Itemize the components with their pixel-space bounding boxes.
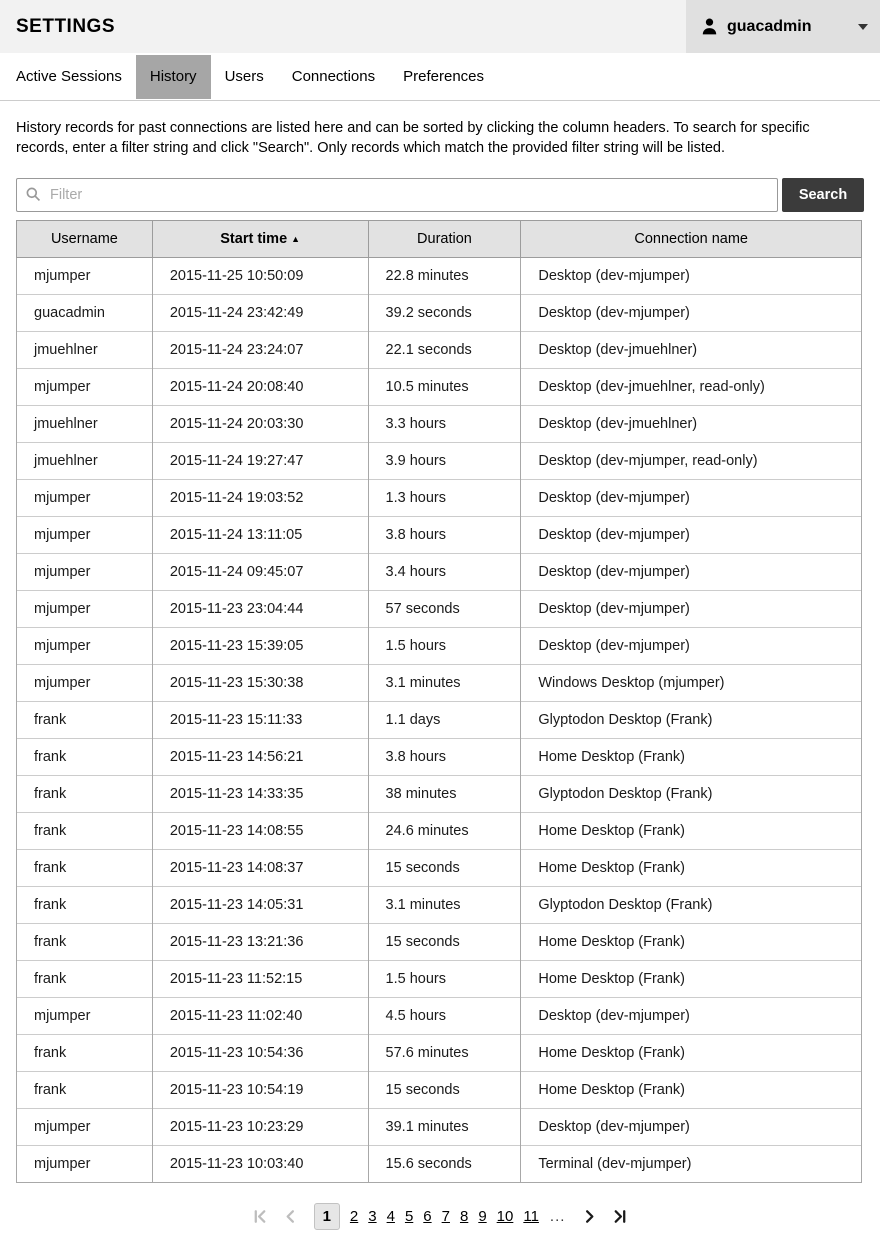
cell-username: mjumper xyxy=(17,627,153,664)
cell-username: guacadmin xyxy=(17,294,153,331)
table-row xyxy=(17,516,862,553)
cell-username: frank xyxy=(17,886,153,923)
page-number-link[interactable]: 4 xyxy=(386,1207,395,1225)
cell-duration: 1.3 hours xyxy=(368,479,521,516)
cell-duration: 15.6 seconds xyxy=(368,1145,521,1182)
table-row xyxy=(17,1071,862,1108)
cell-username: mjumper xyxy=(17,1108,153,1145)
cell-connection-name: Glyptodon Desktop (Frank) xyxy=(521,886,862,923)
first-page-button[interactable] xyxy=(249,1203,273,1229)
cell-duration: 10.5 minutes xyxy=(368,368,521,405)
cell-connection-name: Home Desktop (Frank) xyxy=(521,1034,862,1071)
cell-start-time: 2015-11-24 09:45:07 xyxy=(152,553,368,590)
cell-duration: 15 seconds xyxy=(368,849,521,886)
cell-connection-name: Desktop (dev-jmuehlner) xyxy=(521,405,862,442)
page-title: SETTINGS xyxy=(16,15,116,37)
cell-duration: 15 seconds xyxy=(368,1071,521,1108)
cell-username: mjumper xyxy=(17,368,153,405)
cell-username: jmuehlner xyxy=(17,331,153,368)
cell-connection-name: Desktop (dev-mjumper) xyxy=(521,627,862,664)
cell-duration: 39.1 minutes xyxy=(368,1108,521,1145)
cell-connection-name: Desktop (dev-mjumper) xyxy=(521,479,862,516)
cell-connection-name: Desktop (dev-mjumper) xyxy=(521,553,862,590)
table-row xyxy=(17,405,862,442)
cell-duration: 3.8 hours xyxy=(368,516,521,553)
cell-duration: 57.6 minutes xyxy=(368,1034,521,1071)
cell-start-time: 2015-11-23 23:04:44 xyxy=(152,590,368,627)
table-row xyxy=(17,775,862,812)
table-row xyxy=(17,479,862,516)
history-table-body xyxy=(17,257,862,1182)
tab-connections[interactable]: Connections xyxy=(291,68,376,85)
page-links xyxy=(309,1203,544,1230)
current-username: guacadmin xyxy=(727,17,812,35)
table-row xyxy=(17,627,862,664)
table-row xyxy=(17,923,862,960)
cell-username: frank xyxy=(17,701,153,738)
page-number-link[interactable]: 8 xyxy=(459,1207,469,1225)
cell-connection-name: Desktop (dev-mjumper) xyxy=(521,294,862,331)
cell-connection-name: Desktop (dev-mjumper) xyxy=(521,590,862,627)
tab-users[interactable]: Users xyxy=(224,68,264,85)
column-header-username[interactable]: Username xyxy=(17,220,153,257)
cell-username: mjumper xyxy=(17,257,153,294)
cell-duration: 3.1 minutes xyxy=(368,664,521,701)
page-number-link[interactable]: 3 xyxy=(368,1207,377,1225)
cell-start-time: 2015-11-24 23:42:49 xyxy=(152,294,368,331)
cell-start-time: 2015-11-23 10:54:19 xyxy=(152,1071,368,1108)
cell-connection-name: Windows Desktop (mjumper) xyxy=(521,664,862,701)
cell-start-time: 2015-11-23 10:03:40 xyxy=(152,1145,368,1182)
cell-connection-name: Home Desktop (Frank) xyxy=(521,849,862,886)
cell-start-time: 2015-11-23 15:11:33 xyxy=(152,701,368,738)
cell-connection-name: Desktop (dev-mjumper) xyxy=(521,997,862,1034)
cell-duration: 38 minutes xyxy=(368,775,521,812)
cell-username: mjumper xyxy=(17,664,153,701)
tab-history[interactable]: History xyxy=(136,55,211,99)
cell-username: frank xyxy=(17,960,153,997)
filter-field-wrap xyxy=(16,178,778,212)
page-number-link[interactable]: 9 xyxy=(478,1207,487,1225)
table-header-row xyxy=(17,220,862,257)
cell-duration: 22.8 minutes xyxy=(368,257,521,294)
cell-start-time: 2015-11-25 10:50:09 xyxy=(152,257,368,294)
table-row xyxy=(17,701,862,738)
cell-username: frank xyxy=(17,1071,153,1108)
user-icon xyxy=(700,17,719,36)
cell-duration: 1.1 days xyxy=(368,701,521,738)
previous-page-button[interactable] xyxy=(279,1203,303,1229)
cell-duration: 4.5 hours xyxy=(368,997,521,1034)
cell-username: mjumper xyxy=(17,997,153,1034)
app-header xyxy=(0,0,880,53)
tab-preferences[interactable]: Preferences xyxy=(403,68,484,85)
next-page-button[interactable] xyxy=(577,1203,601,1229)
last-page-button[interactable] xyxy=(607,1203,631,1229)
caret-down-icon xyxy=(858,24,868,30)
cell-connection-name: Desktop (dev-jmuehlner, read-only) xyxy=(521,368,862,405)
cell-start-time: 2015-11-24 20:08:40 xyxy=(152,368,368,405)
cell-username: mjumper xyxy=(17,479,153,516)
cell-username: mjumper xyxy=(17,1145,153,1182)
user-menu-dropdown[interactable] xyxy=(686,0,880,53)
table-row xyxy=(17,368,862,405)
table-row xyxy=(17,849,862,886)
cell-connection-name: Desktop (dev-mjumper) xyxy=(521,516,862,553)
current-page-indicator[interactable]: 1 xyxy=(314,1203,340,1230)
cell-duration: 57 seconds xyxy=(368,590,521,627)
cell-duration: 1.5 hours xyxy=(368,960,521,997)
cell-start-time: 2015-11-23 10:54:36 xyxy=(152,1034,368,1071)
cell-duration: 15 seconds xyxy=(368,923,521,960)
cell-duration: 22.1 seconds xyxy=(368,331,521,368)
page-number-link[interactable]: 6 xyxy=(423,1207,432,1225)
cell-username: jmuehlner xyxy=(17,405,153,442)
page-number-link[interactable]: 11 xyxy=(523,1207,539,1225)
table-row xyxy=(17,812,862,849)
column-header-start-time[interactable]: Start time ▲ xyxy=(152,220,368,257)
cell-start-time: 2015-11-23 10:23:29 xyxy=(152,1108,368,1145)
cell-start-time: 2015-11-23 14:56:21 xyxy=(152,738,368,775)
cell-connection-name: Desktop (dev-jmuehlner) xyxy=(521,331,862,368)
table-row xyxy=(17,997,862,1034)
tab-active-sessions[interactable]: Active Sessions xyxy=(16,68,122,85)
table-row xyxy=(17,590,862,627)
cell-connection-name: Home Desktop (Frank) xyxy=(521,960,862,997)
history-page xyxy=(0,118,880,1230)
cell-start-time: 2015-11-24 20:03:30 xyxy=(152,405,368,442)
table-row xyxy=(17,331,862,368)
page-number-link[interactable]: 7 xyxy=(441,1207,450,1225)
table-row xyxy=(17,553,862,590)
cell-start-time: 2015-11-24 19:27:47 xyxy=(152,442,368,479)
cell-username: frank xyxy=(17,775,153,812)
cell-connection-name: Home Desktop (Frank) xyxy=(521,1071,862,1108)
cell-duration: 3.4 hours xyxy=(368,553,521,590)
table-row xyxy=(17,1108,862,1145)
cell-start-time: 2015-11-23 13:21:36 xyxy=(152,923,368,960)
table-row xyxy=(17,1145,862,1182)
cell-start-time: 2015-11-23 14:08:55 xyxy=(152,812,368,849)
cell-username: mjumper xyxy=(17,553,153,590)
sort-ascending-icon: ▲ xyxy=(291,233,301,244)
cell-connection-name: Desktop (dev-mjumper) xyxy=(521,1108,862,1145)
cell-connection-name: Desktop (dev-mjumper) xyxy=(521,257,862,294)
cell-start-time: 2015-11-23 14:05:31 xyxy=(152,886,368,923)
table-row xyxy=(17,738,862,775)
cell-connection-name: Home Desktop (Frank) xyxy=(521,812,862,849)
cell-connection-name: Terminal (dev-mjumper) xyxy=(521,1145,862,1182)
filter-bar xyxy=(16,178,864,212)
cell-start-time: 2015-11-23 14:33:35 xyxy=(152,775,368,812)
cell-start-time: 2015-11-23 15:30:38 xyxy=(152,664,368,701)
cell-duration: 39.2 seconds xyxy=(368,294,521,331)
page-number-link[interactable]: 10 xyxy=(496,1207,514,1225)
cell-duration: 3.8 hours xyxy=(368,738,521,775)
cell-username: mjumper xyxy=(17,590,153,627)
table-row xyxy=(17,960,862,997)
column-header-duration[interactable]: Duration xyxy=(368,220,521,257)
column-header-connection-name[interactable]: Connection name xyxy=(521,220,862,257)
cell-duration: 3.1 minutes xyxy=(368,886,521,923)
search-button[interactable]: Search xyxy=(782,178,864,212)
history-table xyxy=(16,220,862,1183)
cell-start-time: 2015-11-24 23:24:07 xyxy=(152,331,368,368)
table-row xyxy=(17,1034,862,1071)
cell-connection-name: Glyptodon Desktop (Frank) xyxy=(521,701,862,738)
table-row xyxy=(17,442,862,479)
cell-start-time: 2015-11-23 11:02:40 xyxy=(152,997,368,1034)
pagination xyxy=(16,1203,864,1230)
cell-start-time: 2015-11-23 15:39:05 xyxy=(152,627,368,664)
cell-duration: 3.3 hours xyxy=(368,405,521,442)
cell-connection-name: Desktop (dev-mjumper, read-only) xyxy=(521,442,862,479)
cell-connection-name: Home Desktop (Frank) xyxy=(521,923,862,960)
cell-username: frank xyxy=(17,812,153,849)
table-row xyxy=(17,664,862,701)
history-description: History records for past connections are listed here and can be sorted by clicking the column headers. To search for specific records, enter a filter string and click "Search". Only records which match the provided filter string will be listed. xyxy=(16,120,810,157)
tab-bar xyxy=(0,53,880,101)
cell-connection-name: Home Desktop (Frank) xyxy=(521,738,862,775)
cell-username: frank xyxy=(17,923,153,960)
page-number-link[interactable]: 2 xyxy=(349,1207,359,1225)
table-row xyxy=(17,257,862,294)
cell-username: frank xyxy=(17,1034,153,1071)
cell-duration: 24.6 minutes xyxy=(368,812,521,849)
cell-username: jmuehlner xyxy=(17,442,153,479)
page-number-link[interactable]: 5 xyxy=(404,1207,414,1225)
cell-username: frank xyxy=(17,849,153,886)
cell-username: frank xyxy=(17,738,153,775)
cell-duration: 3.9 hours xyxy=(368,442,521,479)
cell-username: mjumper xyxy=(17,516,153,553)
cell-start-time: 2015-11-24 13:11:05 xyxy=(152,516,368,553)
cell-duration: 1.5 hours xyxy=(368,627,521,664)
cell-start-time: 2015-11-23 11:52:15 xyxy=(152,960,368,997)
filter-input[interactable] xyxy=(16,178,778,212)
cell-connection-name: Glyptodon Desktop (Frank) xyxy=(521,775,862,812)
cell-start-time: 2015-11-23 14:08:37 xyxy=(152,849,368,886)
table-row xyxy=(17,294,862,331)
table-row xyxy=(17,886,862,923)
cell-start-time: 2015-11-24 19:03:52 xyxy=(152,479,368,516)
page-ellipsis: ... xyxy=(549,1207,566,1225)
